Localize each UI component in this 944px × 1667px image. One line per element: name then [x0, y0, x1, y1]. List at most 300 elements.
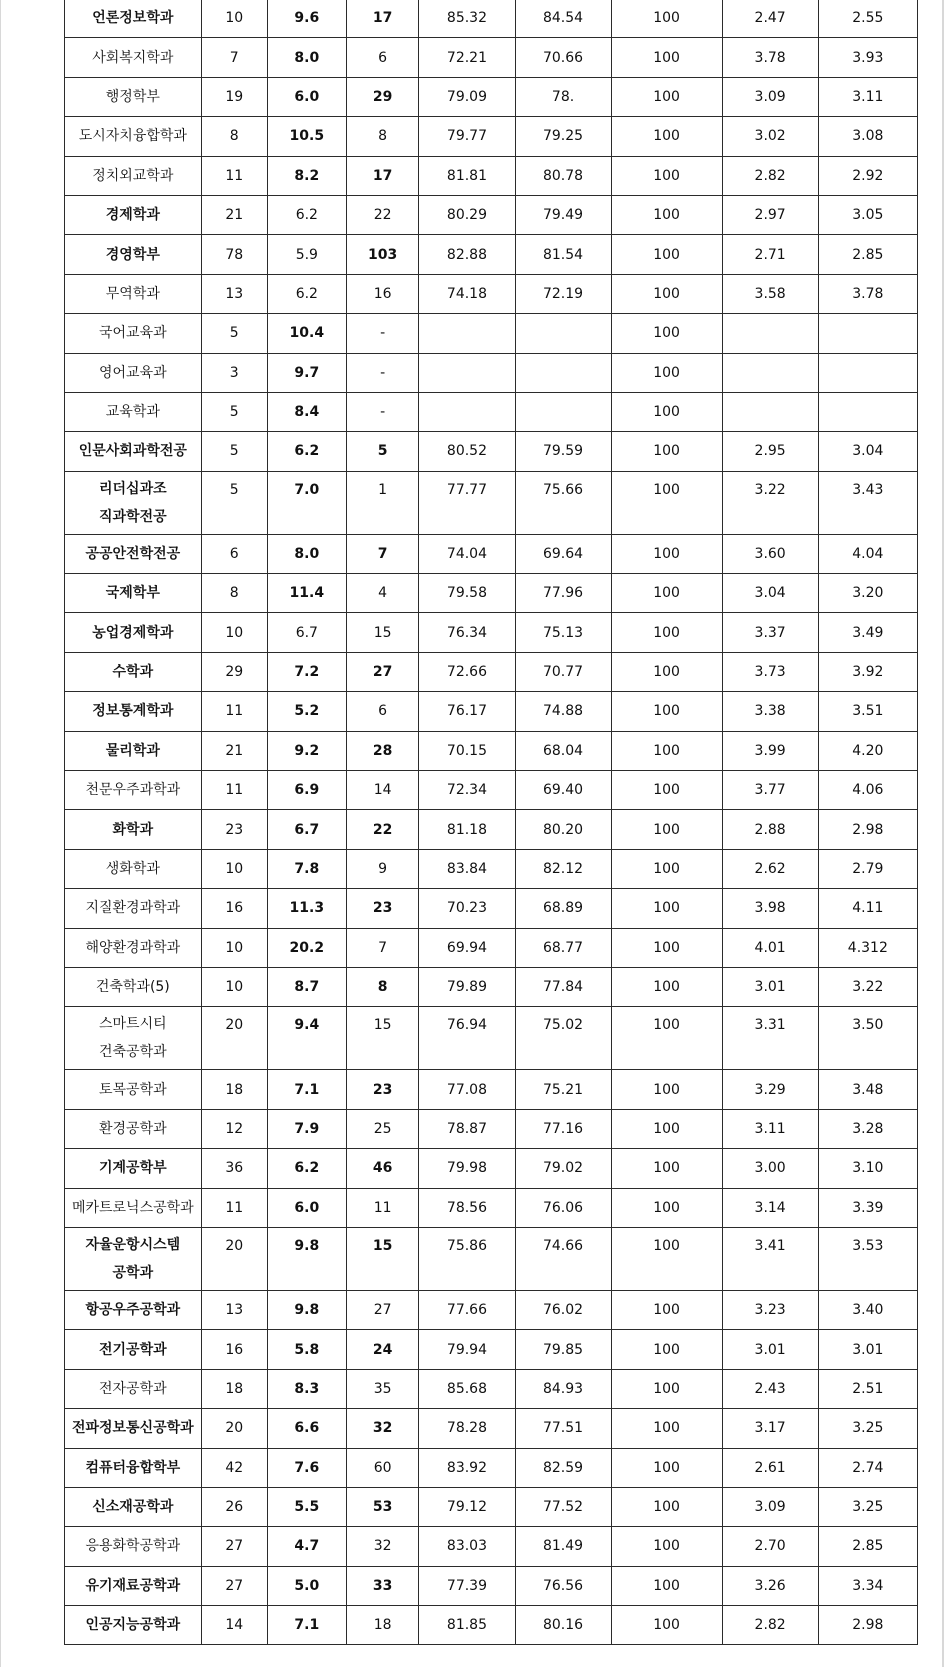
score-cut-cell: 79.25 [515, 117, 611, 156]
score-cut-cell: 75.66 [515, 471, 611, 534]
quota-cell: 13 [201, 1290, 267, 1329]
quota-cell: 27 [201, 1527, 267, 1566]
score-cut-cell: 69.64 [515, 534, 611, 573]
full-score-cell: 100 [611, 1527, 722, 1566]
score-avg-cell: 78.28 [419, 1409, 515, 1448]
table-row [65, 1448, 918, 1487]
grade-avg-cell: 3.22 [722, 471, 818, 534]
competition-rate-cell: 6.2 [267, 432, 346, 471]
score-avg-cell: 80.29 [419, 195, 515, 234]
score-cut-cell: 68.89 [515, 889, 611, 928]
grade-avg-cell: 3.11 [722, 1109, 818, 1148]
rank-cell: 29 [346, 77, 419, 116]
score-cut-cell: 75.13 [515, 613, 611, 652]
competition-rate-cell: 6.2 [267, 1149, 346, 1188]
department-cell: 수학과 [65, 652, 202, 691]
table-row [65, 731, 918, 770]
quota-cell: 42 [201, 1448, 267, 1487]
full-score-cell: 100 [611, 1007, 722, 1070]
department-cell: 국제학부 [65, 574, 202, 613]
rank-cell: 6 [346, 38, 419, 77]
quota-cell: 78 [201, 235, 267, 274]
rank-cell: 14 [346, 771, 419, 810]
rank-cell: 33 [346, 1566, 419, 1605]
competition-rate-cell: 6.0 [267, 1188, 346, 1227]
department-cell: 행정학부 [65, 77, 202, 116]
score-avg-cell: 77.77 [419, 471, 515, 534]
score-avg-cell: 83.84 [419, 849, 515, 888]
grade-cut-cell: 4.04 [818, 534, 917, 573]
grade-cut-cell: 3.93 [818, 38, 917, 77]
quota-cell: 5 [201, 392, 267, 431]
table-row [65, 471, 918, 534]
competition-rate-cell: 6.7 [267, 613, 346, 652]
full-score-cell: 100 [611, 1606, 722, 1645]
grade-cut-cell: 4.06 [818, 771, 917, 810]
score-cut-cell: 79.49 [515, 195, 611, 234]
quota-cell: 36 [201, 1149, 267, 1188]
grade-avg-cell: 2.70 [722, 1527, 818, 1566]
competition-rate-cell: 9.4 [267, 1007, 346, 1070]
table-row [65, 274, 918, 313]
score-avg-cell: 79.12 [419, 1487, 515, 1526]
quota-cell: 29 [201, 652, 267, 691]
department-cell: 경제학과 [65, 195, 202, 234]
score-avg-cell: 79.09 [419, 77, 515, 116]
department-cell: 신소재공학과 [65, 1487, 202, 1526]
competition-rate-cell: 5.9 [267, 235, 346, 274]
grade-cut-cell [818, 392, 917, 431]
rank-cell: 35 [346, 1369, 419, 1408]
score-cut-cell: 77.52 [515, 1487, 611, 1526]
table-row [65, 195, 918, 234]
quota-cell: 10 [201, 928, 267, 967]
department-cell: 언론정보학과 [65, 0, 202, 38]
grade-avg-cell: 3.41 [722, 1227, 818, 1290]
score-avg-cell: 78.56 [419, 1188, 515, 1227]
score-avg-cell: 80.52 [419, 432, 515, 471]
department-cell: 컴퓨터융합학부 [65, 1448, 202, 1487]
grade-avg-cell: 3.01 [722, 1330, 818, 1369]
grade-avg-cell: 4.01 [722, 928, 818, 967]
table-row [65, 692, 918, 731]
grade-avg-cell [722, 392, 818, 431]
competition-rate-cell: 5.2 [267, 692, 346, 731]
rank-cell: 22 [346, 810, 419, 849]
table-row [65, 38, 918, 77]
table-row [65, 1149, 918, 1188]
score-avg-cell: 82.88 [419, 235, 515, 274]
quota-cell: 8 [201, 117, 267, 156]
grade-avg-cell: 2.82 [722, 156, 818, 195]
table-row [65, 1007, 918, 1070]
rank-cell: 28 [346, 731, 419, 770]
grade-avg-cell: 2.82 [722, 1606, 818, 1645]
score-cut-cell: 81.54 [515, 235, 611, 274]
grade-cut-cell: 3.08 [818, 117, 917, 156]
competition-rate-cell: 6.2 [267, 195, 346, 234]
full-score-cell: 100 [611, 0, 722, 38]
score-cut-cell: 84.54 [515, 0, 611, 38]
grade-cut-cell: 3.05 [818, 195, 917, 234]
competition-rate-cell: 7.6 [267, 1448, 346, 1487]
table-row [65, 1070, 918, 1109]
table-row [65, 613, 918, 652]
full-score-cell: 100 [611, 195, 722, 234]
grade-avg-cell: 2.43 [722, 1369, 818, 1408]
rank-cell: 17 [346, 156, 419, 195]
full-score-cell: 100 [611, 810, 722, 849]
quota-cell: 6 [201, 534, 267, 573]
grade-cut-cell: 2.92 [818, 156, 917, 195]
rank-cell: 103 [346, 235, 419, 274]
table-row [65, 1227, 918, 1290]
full-score-cell: 100 [611, 731, 722, 770]
page-left-border [0, 0, 1, 1667]
table-row [65, 810, 918, 849]
grade-cut-cell: 3.39 [818, 1188, 917, 1227]
score-cut-cell: 75.21 [515, 1070, 611, 1109]
quota-cell: 11 [201, 692, 267, 731]
score-avg-cell [419, 353, 515, 392]
full-score-cell: 100 [611, 1369, 722, 1408]
table-row [65, 1188, 918, 1227]
full-score-cell: 100 [611, 1409, 722, 1448]
competition-rate-cell: 8.0 [267, 534, 346, 573]
department-cell: 스마트시티 건축공학과 [65, 1007, 202, 1070]
score-avg-cell: 79.98 [419, 1149, 515, 1188]
rank-cell: 18 [346, 1606, 419, 1645]
department-cell: 전자공학과 [65, 1369, 202, 1408]
full-score-cell: 100 [611, 1290, 722, 1329]
score-cut-cell: 80.16 [515, 1606, 611, 1645]
grade-avg-cell: 3.26 [722, 1566, 818, 1605]
table-row [65, 77, 918, 116]
score-avg-cell [419, 314, 515, 353]
score-avg-cell: 70.23 [419, 889, 515, 928]
department-cell: 지질환경과학과 [65, 889, 202, 928]
quota-cell: 8 [201, 574, 267, 613]
score-cut-cell: 76.02 [515, 1290, 611, 1329]
quota-cell: 12 [201, 1109, 267, 1148]
grade-avg-cell: 3.78 [722, 38, 818, 77]
rank-cell: 46 [346, 1149, 419, 1188]
department-cell: 토목공학과 [65, 1070, 202, 1109]
score-avg-cell [419, 392, 515, 431]
competition-rate-cell: 8.3 [267, 1369, 346, 1408]
competition-rate-cell: 10.4 [267, 314, 346, 353]
score-cut-cell: 84.93 [515, 1369, 611, 1408]
competition-rate-cell: 7.9 [267, 1109, 346, 1148]
score-avg-cell: 72.21 [419, 38, 515, 77]
rank-cell: 27 [346, 652, 419, 691]
department-cell: 정치외교학과 [65, 156, 202, 195]
grade-cut-cell: 3.43 [818, 471, 917, 534]
competition-rate-cell: 6.2 [267, 274, 346, 313]
quota-cell: 11 [201, 1188, 267, 1227]
full-score-cell: 100 [611, 392, 722, 431]
table-row [65, 1566, 918, 1605]
grade-cut-cell: 3.25 [818, 1487, 917, 1526]
grade-avg-cell: 2.88 [722, 810, 818, 849]
score-avg-cell: 76.94 [419, 1007, 515, 1070]
score-cut-cell: 72.19 [515, 274, 611, 313]
grade-cut-cell: 3.22 [818, 967, 917, 1006]
grade-avg-cell: 2.95 [722, 432, 818, 471]
score-avg-cell: 75.86 [419, 1227, 515, 1290]
quota-cell: 3 [201, 353, 267, 392]
table-row [65, 889, 918, 928]
full-score-cell: 100 [611, 432, 722, 471]
score-avg-cell: 79.77 [419, 117, 515, 156]
rank-cell: 5 [346, 432, 419, 471]
quota-cell: 10 [201, 613, 267, 652]
score-avg-cell: 79.89 [419, 967, 515, 1006]
quota-cell: 20 [201, 1007, 267, 1070]
competition-rate-cell: 9.8 [267, 1227, 346, 1290]
score-cut-cell: 76.06 [515, 1188, 611, 1227]
rank-cell: - [346, 314, 419, 353]
score-cut-cell: 79.85 [515, 1330, 611, 1369]
competition-rate-cell: 5.5 [267, 1487, 346, 1526]
department-cell: 전파정보통신공학과 [65, 1409, 202, 1448]
grade-cut-cell: 2.85 [818, 235, 917, 274]
rank-cell: 8 [346, 967, 419, 1006]
table-row [65, 1109, 918, 1148]
competition-rate-cell: 4.7 [267, 1527, 346, 1566]
score-avg-cell: 81.85 [419, 1606, 515, 1645]
rank-cell: 15 [346, 1007, 419, 1070]
full-score-cell: 100 [611, 692, 722, 731]
competition-rate-cell: 5.8 [267, 1330, 346, 1369]
grade-avg-cell: 3.09 [722, 77, 818, 116]
table-row [65, 117, 918, 156]
grade-avg-cell: 3.31 [722, 1007, 818, 1070]
rank-cell: 25 [346, 1109, 419, 1148]
competition-rate-cell: 7.8 [267, 849, 346, 888]
grade-cut-cell: 3.40 [818, 1290, 917, 1329]
full-score-cell: 100 [611, 613, 722, 652]
score-avg-cell: 79.58 [419, 574, 515, 613]
grade-cut-cell: 2.98 [818, 810, 917, 849]
grade-avg-cell: 3.02 [722, 117, 818, 156]
quota-cell: 13 [201, 274, 267, 313]
full-score-cell: 100 [611, 574, 722, 613]
quota-cell: 14 [201, 1606, 267, 1645]
department-cell: 환경공학과 [65, 1109, 202, 1148]
table-row [65, 1290, 918, 1329]
score-cut-cell: 80.20 [515, 810, 611, 849]
department-cell: 정보통계학과 [65, 692, 202, 731]
competition-rate-cell: 8.0 [267, 38, 346, 77]
competition-rate-cell: 20.2 [267, 928, 346, 967]
grade-cut-cell: 2.51 [818, 1369, 917, 1408]
quota-cell: 10 [201, 967, 267, 1006]
table-row [65, 1409, 918, 1448]
department-cell: 기계공학부 [65, 1149, 202, 1188]
score-avg-cell: 69.94 [419, 928, 515, 967]
grade-avg-cell: 3.01 [722, 967, 818, 1006]
rank-cell: 7 [346, 534, 419, 573]
department-cell: 교육학과 [65, 392, 202, 431]
rank-cell: 6 [346, 692, 419, 731]
table-row [65, 928, 918, 967]
rank-cell: 32 [346, 1409, 419, 1448]
rank-cell: 15 [346, 613, 419, 652]
score-avg-cell: 72.66 [419, 652, 515, 691]
rank-cell: 8 [346, 117, 419, 156]
table-row [65, 1527, 918, 1566]
quota-cell: 16 [201, 889, 267, 928]
department-cell: 영어교육과 [65, 353, 202, 392]
quota-cell: 20 [201, 1227, 267, 1290]
score-cut-cell: 79.02 [515, 1149, 611, 1188]
grade-cut-cell: 3.04 [818, 432, 917, 471]
grade-avg-cell: 3.98 [722, 889, 818, 928]
full-score-cell: 100 [611, 117, 722, 156]
table-row [65, 392, 918, 431]
table-row [65, 534, 918, 573]
grade-cut-cell: 2.55 [818, 0, 917, 38]
grade-avg-cell: 3.60 [722, 534, 818, 573]
score-cut-cell [515, 392, 611, 431]
score-cut-cell: 74.88 [515, 692, 611, 731]
department-cell: 메카트로닉스공학과 [65, 1188, 202, 1227]
competition-rate-cell: 10.5 [267, 117, 346, 156]
competition-rate-cell: 9.2 [267, 731, 346, 770]
table-body [65, 0, 918, 1645]
full-score-cell: 100 [611, 235, 722, 274]
table-row [65, 0, 918, 38]
quota-cell: 23 [201, 810, 267, 849]
grade-cut-cell: 3.20 [818, 574, 917, 613]
score-cut-cell: 70.77 [515, 652, 611, 691]
score-avg-cell: 85.68 [419, 1369, 515, 1408]
department-cell: 경영학부 [65, 235, 202, 274]
score-cut-cell: 82.12 [515, 849, 611, 888]
rank-cell: 32 [346, 1527, 419, 1566]
quota-cell: 5 [201, 314, 267, 353]
grade-avg-cell: 3.14 [722, 1188, 818, 1227]
rank-cell: 7 [346, 928, 419, 967]
department-cell: 무역학과 [65, 274, 202, 313]
grade-avg-cell [722, 314, 818, 353]
score-cut-cell [515, 314, 611, 353]
quota-cell: 26 [201, 1487, 267, 1526]
quota-cell: 27 [201, 1566, 267, 1605]
full-score-cell: 100 [611, 1149, 722, 1188]
table-row [65, 1330, 918, 1369]
score-cut-cell: 77.96 [515, 574, 611, 613]
table-row [65, 1487, 918, 1526]
grade-avg-cell: 3.99 [722, 731, 818, 770]
quota-cell: 11 [201, 156, 267, 195]
full-score-cell: 100 [611, 471, 722, 534]
table-row [65, 353, 918, 392]
score-avg-cell: 79.94 [419, 1330, 515, 1369]
competition-rate-cell: 7.1 [267, 1070, 346, 1109]
competition-rate-cell: 11.4 [267, 574, 346, 613]
competition-rate-cell: 6.6 [267, 1409, 346, 1448]
department-cell: 자율운항시스템 공학과 [65, 1227, 202, 1290]
full-score-cell: 100 [611, 849, 722, 888]
score-cut-cell: 80.78 [515, 156, 611, 195]
rank-cell: 9 [346, 849, 419, 888]
rank-cell: 15 [346, 1227, 419, 1290]
table-row [65, 652, 918, 691]
full-score-cell: 100 [611, 1109, 722, 1148]
grade-avg-cell: 3.37 [722, 613, 818, 652]
full-score-cell: 100 [611, 314, 722, 353]
grade-avg-cell: 3.73 [722, 652, 818, 691]
score-cut-cell: 70.66 [515, 38, 611, 77]
score-cut-cell: 74.66 [515, 1227, 611, 1290]
rank-cell: 1 [346, 471, 419, 534]
rank-cell: 24 [346, 1330, 419, 1369]
department-cell: 사회복지학과 [65, 38, 202, 77]
grade-avg-cell: 3.23 [722, 1290, 818, 1329]
competition-rate-cell: 9.8 [267, 1290, 346, 1329]
rank-cell: 23 [346, 1070, 419, 1109]
score-cut-cell: 68.77 [515, 928, 611, 967]
grade-avg-cell: 3.29 [722, 1070, 818, 1109]
score-cut-cell: 77.51 [515, 1409, 611, 1448]
quota-cell: 5 [201, 432, 267, 471]
grade-cut-cell: 3.53 [818, 1227, 917, 1290]
grade-cut-cell: 3.28 [818, 1109, 917, 1148]
competition-rate-cell: 9.6 [267, 0, 346, 38]
full-score-cell: 100 [611, 1566, 722, 1605]
quota-cell: 10 [201, 0, 267, 38]
grade-cut-cell: 3.25 [818, 1409, 917, 1448]
grade-cut-cell: 3.48 [818, 1070, 917, 1109]
grade-avg-cell: 3.77 [722, 771, 818, 810]
competition-rate-cell: 7.2 [267, 652, 346, 691]
full-score-cell: 100 [611, 353, 722, 392]
score-avg-cell: 83.92 [419, 1448, 515, 1487]
quota-cell: 20 [201, 1409, 267, 1448]
score-cut-cell: 75.02 [515, 1007, 611, 1070]
rank-cell: 11 [346, 1188, 419, 1227]
full-score-cell: 100 [611, 928, 722, 967]
grade-cut-cell: 3.34 [818, 1566, 917, 1605]
grade-cut-cell: 3.78 [818, 274, 917, 313]
grade-cut-cell: 3.01 [818, 1330, 917, 1369]
score-avg-cell: 78.87 [419, 1109, 515, 1148]
competition-rate-cell: 5.0 [267, 1566, 346, 1605]
quota-cell: 21 [201, 731, 267, 770]
score-cut-cell: 78. [515, 77, 611, 116]
admission-results-table [64, 0, 918, 1645]
department-cell: 공공안전학전공 [65, 534, 202, 573]
grade-cut-cell: 3.10 [818, 1149, 917, 1188]
score-avg-cell: 77.39 [419, 1566, 515, 1605]
department-cell: 화학과 [65, 810, 202, 849]
quota-cell: 16 [201, 1330, 267, 1369]
full-score-cell: 100 [611, 1448, 722, 1487]
full-score-cell: 100 [611, 1227, 722, 1290]
department-cell: 해양환경과학과 [65, 928, 202, 967]
table-row [65, 1606, 918, 1645]
department-cell: 농업경제학과 [65, 613, 202, 652]
score-avg-cell: 70.15 [419, 731, 515, 770]
grade-cut-cell: 2.79 [818, 849, 917, 888]
grade-avg-cell: 2.71 [722, 235, 818, 274]
full-score-cell: 100 [611, 274, 722, 313]
score-cut-cell: 81.49 [515, 1527, 611, 1566]
grade-avg-cell: 3.17 [722, 1409, 818, 1448]
department-cell: 도시자치융합학과 [65, 117, 202, 156]
